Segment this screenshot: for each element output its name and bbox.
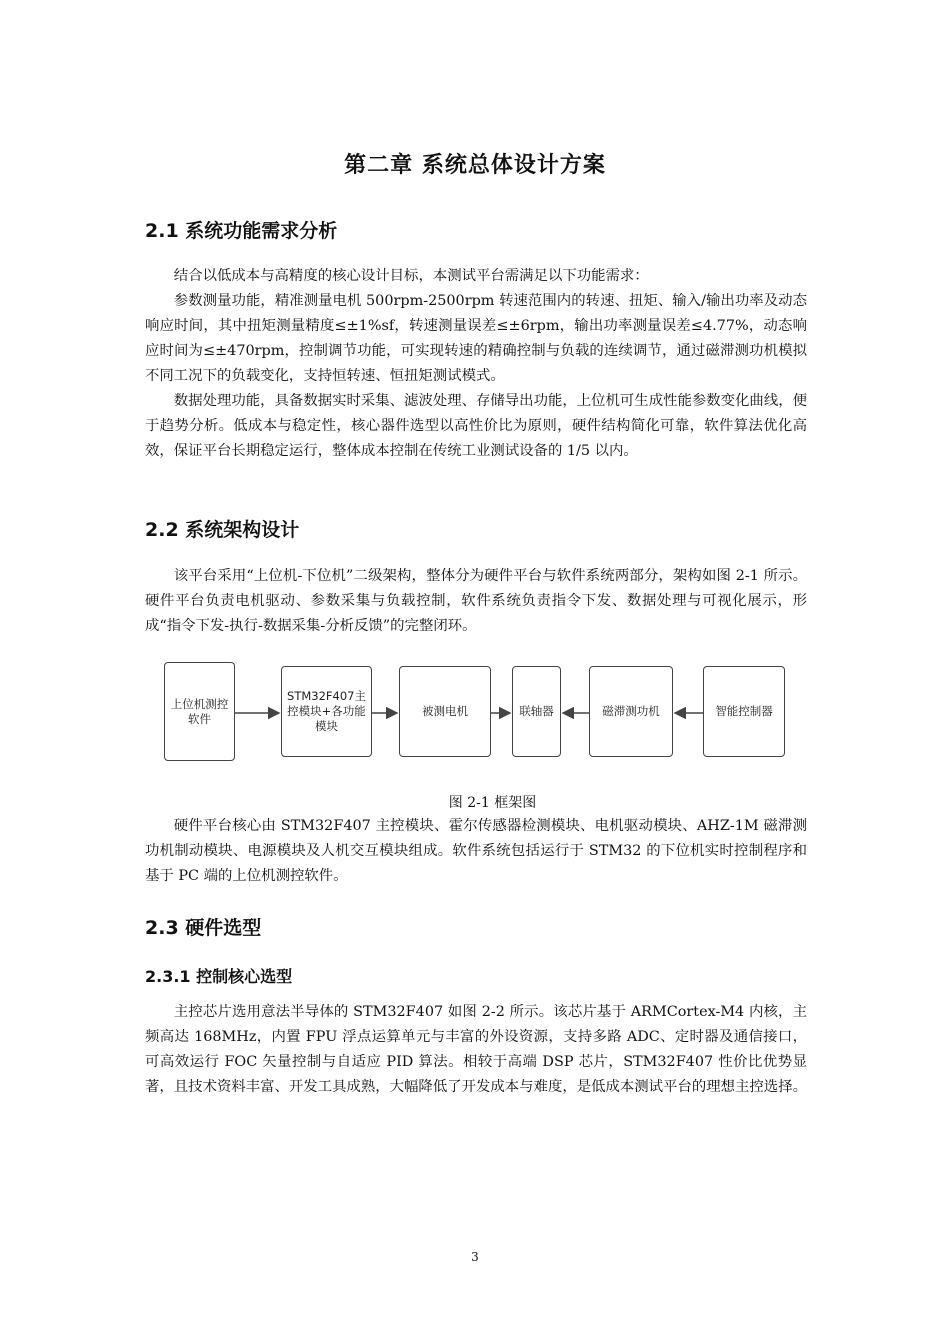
- node-pc-software: 上位机测控软件: [164, 662, 235, 761]
- page-number: 3: [471, 1250, 479, 1264]
- section-2-2-body-2: [145, 814, 807, 889]
- section-2-1-paragraph-1: 结合以低成本与高精度的核心设计目标，本测试平台需满足以下功能需求：: [173, 268, 649, 284]
- node-coupling: 联轴器: [512, 666, 561, 757]
- chapter-title: 第二章 系统总体设计方案: [344, 153, 606, 178]
- node-motor-under-test: 被测电机: [399, 666, 491, 757]
- section-2-2-body: [145, 564, 807, 639]
- section-2-3-heading: 2.3 硬件选型: [145, 917, 262, 939]
- section-2-3-1-body: [145, 1000, 807, 1100]
- node-mcu-module: STM32F407主控模块+各功能模块: [281, 666, 372, 757]
- section-2-1-body: [145, 264, 807, 464]
- node-hysteresis-dynamometer: 磁滞测功机: [589, 666, 673, 757]
- section-2-1-paragraph-3: 数据处理功能，具备数据实时采集、滤波处理、存储导出功能，上位机可生成性能参数变化曲线，便于趋势分析。低成本与稳定性，核心器件选型以高性价比为原则，硬件结构简化可靠，软件算法优化高效，保证平台长期稳定运行，整体成本控制在传统工业测试设备的 1/5 以内。: [145, 393, 807, 459]
- section-2-2-heading: 2.2 系统架构设计: [145, 519, 300, 541]
- figure-2-1-caption: 图 2-1 框架图: [448, 795, 537, 811]
- node-smart-controller: 智能控制器: [703, 666, 785, 757]
- section-2-3-1-heading: 2.3.1 控制核心选型: [145, 967, 293, 986]
- section-2-1-paragraph-2: 参数测量功能，精准测量电机 500rpm-2500rpm 转速范围内的转速、扭矩、输入/输出功率及动态响应时间，其中扭矩测量精度≤±1%sf，转速测量误差≤±6rpm，输出功率测量误差≤4.77%，动态响应时间为≤±470rpm，控制调节功能，可实现转速的精确控制与负载的连续调节，通过磁滞测功机模拟不同工况下的负载变化，支持恒转速、恒扭矩测试模式。: [145, 293, 807, 384]
- section-2-2-paragraph-2: 硬件平台核心由 STM32F407 主控模块、霍尔传感器检测模块、电机驱动模块、AHZ-1M 磁滞测功机制动模块、电源模块及人机交互模块组成。软件系统包括运行于 STM32 的下位机实时控制程序和基于 PC 端的上位机测控软件。: [145, 818, 807, 884]
- section-2-2-paragraph-1: 该平台采用“上位机-下位机”二级架构，整体分为硬件平台与软件系统两部分，架构如图 2-1 所示。硬件平台负责电机驱动、参数采集与负载控制，软件系统负责指令下发、数据处理与可视化展示，形成“指令下发-执行-数据采集-分析反馈”的完整闭环。: [145, 568, 807, 634]
- section-2-1-heading: 2.1 系统功能需求分析: [145, 220, 338, 242]
- section-2-3-1-paragraph: 主控芯片选用意法半导体的 STM32F407 如图 2-2 所示。该芯片基于 ARMCortex-M4 内核，主频高达 168MHz，内置 FPU 浮点运算单元与丰富的外设资源，支持多路 ADC、定时器及通信接口，可高效运行 FOC 矢量控制与自适应 PID 算法。相较于高端 DSP 芯片，STM32F407 性价比优势显著，且技术资料丰富、开发工具成熟，大幅降低了开发成本与难度，是低成本测试平台的理想主控选择。: [145, 1004, 807, 1095]
